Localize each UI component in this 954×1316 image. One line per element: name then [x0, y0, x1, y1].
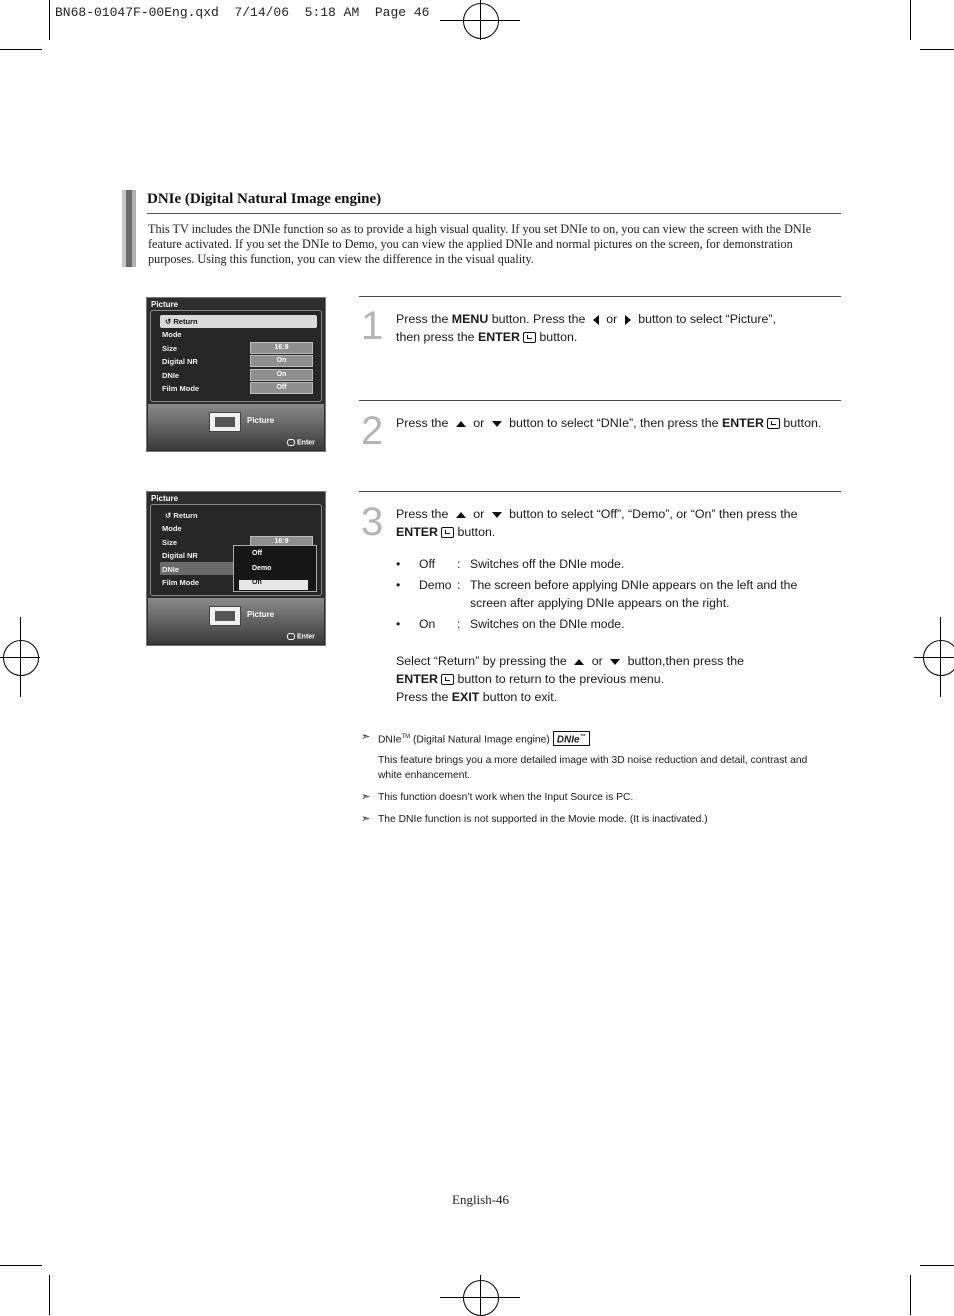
option-separator: :: [457, 617, 461, 631]
osd-menu-panel: [150, 310, 322, 402]
osd-item-dnie: DNIe: [162, 565, 180, 574]
option-demo-term: Demo: [419, 578, 452, 592]
note-pc-source: This function doesn’t work when the Input Source is PC.: [378, 792, 634, 803]
option-separator: :: [457, 578, 461, 592]
tv-icon: [209, 606, 241, 626]
print-slug: BN68-01047F-00Eng.qxd 7/14/06 5:18 AM Page 46: [55, 5, 430, 20]
up-arrow-icon: [456, 421, 466, 427]
osd-value-film-mode: Off: [250, 382, 313, 394]
down-arrow-icon: [492, 512, 502, 518]
osd-footer-title: Picture: [247, 416, 275, 425]
down-arrow-icon: [610, 659, 620, 665]
step-2-text: Press the or button to select “DNIe”, then press the ENTER button.: [396, 416, 822, 430]
osd-header: Picture: [151, 300, 179, 309]
page-footer: English-46: [452, 1192, 510, 1207]
note-dnie-description: This feature brings you a more detailed image with 3D noise reduction and detail, contrast and white enhancement.: [378, 755, 808, 781]
osd-footer: [148, 598, 324, 644]
note-dnie-label: DNIe™ (Digital Natural Image engine) DNIe™: [378, 730, 590, 747]
down-arrow-icon: [492, 421, 502, 427]
section-bar: [122, 190, 136, 267]
osd-value-size: 16:9: [250, 342, 313, 354]
enter-icon: [441, 674, 454, 685]
osd-footer: [148, 404, 324, 450]
osd-popup-off: Off: [252, 550, 263, 557]
osd-enter-hint: Enter: [287, 633, 315, 640]
bullet-mark: •: [396, 578, 401, 592]
osd-item-mode: Mode: [162, 330, 182, 339]
enter-icon: [523, 332, 536, 343]
osd-item-dnie: DNIe: [162, 371, 180, 380]
osd-footer-title: Picture: [247, 610, 275, 619]
note-arrow-icon: ➣: [361, 791, 371, 803]
step-1-number: 1: [361, 304, 384, 348]
enter-icon: [287, 439, 295, 446]
osd-value-digital-nr: On: [250, 355, 313, 367]
enter-icon: [441, 527, 454, 538]
osd-screen-picture: [146, 297, 326, 452]
osd-item-return: ↺ Return: [165, 317, 198, 326]
option-demo-desc: The screen before applying DNIe appears on the left and the: [470, 578, 798, 592]
dnie-logo: DNIe™: [553, 731, 590, 746]
step-3-rule: [359, 491, 841, 492]
return-icon: ↺: [165, 317, 174, 326]
osd-popup-selection: [239, 580, 308, 590]
note-arrow-icon: ➣: [361, 731, 371, 743]
osd-popup-demo: Demo: [252, 565, 272, 572]
up-arrow-icon: [574, 659, 584, 665]
option-demo-desc-cont: screen after applying DNIe appears on the right.: [470, 596, 730, 610]
note-movie-mode: The DNIe function is not supported in the Movie mode. (It is inactivated.): [378, 814, 708, 825]
step-2-number: 2: [361, 409, 384, 453]
option-on-term: On: [419, 617, 436, 631]
bullet-mark: •: [396, 557, 401, 571]
return-icon: ↺: [165, 511, 174, 520]
step-1-text: Press the MENU button. Press the or button to select “Picture”, then press the ENTER button.: [396, 312, 776, 344]
osd-item-film-mode: Film Mode: [162, 578, 200, 587]
enter-icon: [287, 633, 295, 640]
osd-value-dnie: On: [250, 369, 313, 381]
enter-icon: [767, 418, 780, 429]
osd-item-film-mode: Film Mode: [162, 384, 200, 393]
section-title: DNIe (Digital Natural Image engine): [147, 191, 382, 207]
step-2-rule: [359, 400, 841, 401]
left-arrow-icon: [593, 315, 599, 325]
tv-icon: [209, 412, 241, 432]
option-on-desc: Switches on the DNIe mode.: [470, 617, 625, 631]
osd-item-size: Size: [162, 538, 178, 547]
section-rule: [147, 213, 841, 214]
return-instructions: Select “Return” by pressing the or button,then press the ENTER button to return to the previous menu. Press the EXIT button to exit.: [396, 654, 745, 704]
osd-item-return: ↺ Return: [165, 511, 198, 520]
bullet-mark: •: [396, 617, 401, 631]
right-arrow-icon: [625, 315, 631, 325]
up-arrow-icon: [456, 512, 466, 518]
option-separator: :: [457, 557, 461, 571]
option-off-term: Off: [419, 557, 436, 571]
step-3-text: Press the or button to select “Off”, “Demo”, or “On” then press the ENTER button.: [396, 507, 798, 539]
osd-item-mode: Mode: [162, 524, 182, 533]
step-3-number: 3: [361, 500, 384, 544]
osd-enter-hint: Enter: [287, 439, 315, 446]
step-1-rule: [359, 296, 841, 297]
osd-dnie-popup: [233, 545, 317, 592]
osd-item-digital-nr: Digital NR: [162, 551, 198, 560]
option-off-desc: Switches off the DNIe mode.: [470, 557, 625, 571]
osd-header: Picture: [151, 494, 179, 503]
osd-item-digital-nr: Digital NR: [162, 357, 198, 366]
osd-item-size: Size: [162, 344, 178, 353]
osd-value-size: 16:9: [250, 536, 313, 548]
osd-popup-on: On: [252, 579, 262, 586]
section-intro: This TV includes the DNIe function so as to provide a high visual quality. If you set DNIe to on, you can view the screen with the DNIe feature activated. If you set the DNIe to Demo, you can view the applied DNIe and normal pictures on the screen, for demonstration purposes. Using this function, you can view the difference in the visual quality.: [148, 222, 812, 266]
note-arrow-icon: ➣: [361, 813, 371, 825]
osd-screen-dnie-options: [146, 491, 326, 646]
